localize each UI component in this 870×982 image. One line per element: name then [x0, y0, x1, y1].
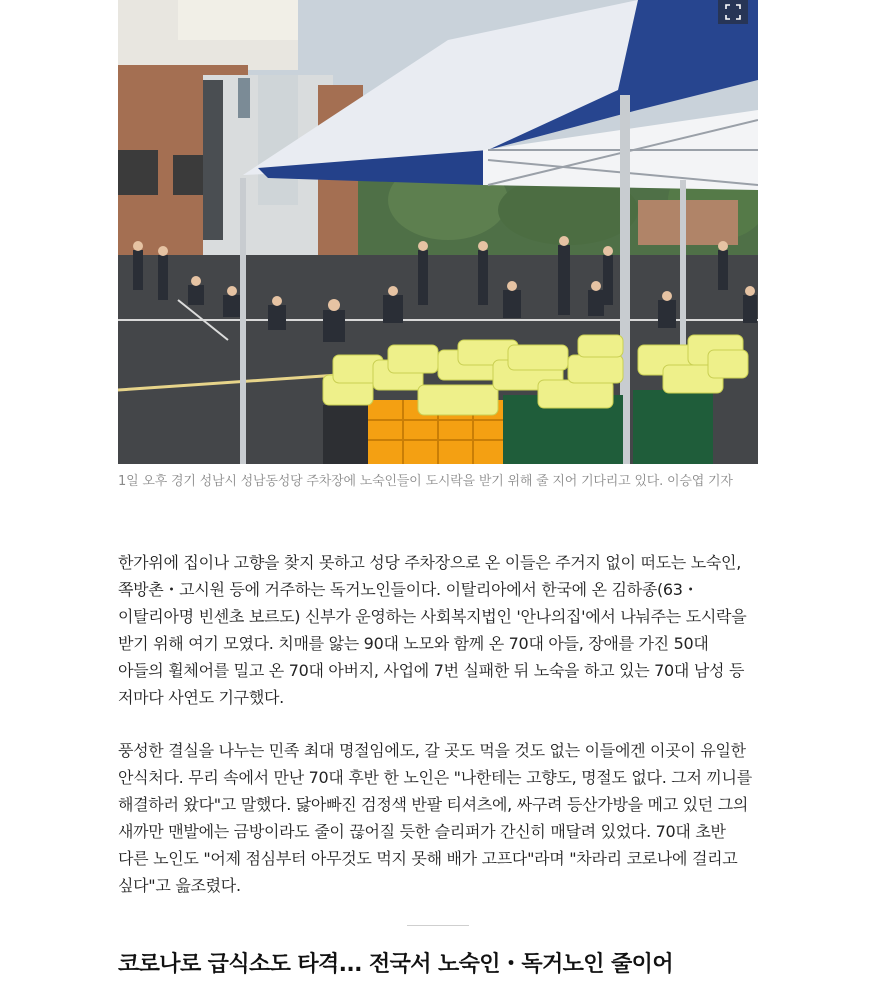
article-paragraph: 풍성한 결실을 나누는 민족 최대 명절임에도, 갈 곳도 먹을 것도 없는 이들에겐 이곳이 유일한 안식처다. 무리 속에서 만난 70대 후반 한 노인은 "나한테는 고향도, 명절도 없다. 그저 끼니를 해결하러 왔다"고 말했다. 닳아빠진 검정색 반팔 티셔츠에, 싸구려 등산가방을 메고 있던 그의 새까만 맨발에는 금방이라도 줄이 끊어질 듯한 슬리퍼가 간신히 매달려 있었다. 70대 초반 다른 노인도 "어제 점심부터 아무것도 먹지 못해 배가 고프다"라며 "차라리 코로나에 걸리고 싶다"고 읊조렸다. — [118, 741, 752, 895]
photo-illustration — [118, 0, 758, 464]
section-divider — [407, 925, 469, 926]
expand-icon — [725, 4, 741, 20]
article-paragraph: 한가위에 집이나 고향을 찾지 못하고 성당 주차장으로 온 이들은 주거지 없이 떠도는 노숙인, 쪽방촌・고시원 등에 거주하는 독거노인들이다. 이탈리아에서 한국에 온 김하종(63・이탈리아명 빈센초 보르도) 신부가 운영하는 사회복지법인 '안나의집'에서 나눠주는 도시락을 받기 위해 여기 모였다. 치매를 앓는 90대 노모와 함께 온 70대 아들, 장애를 가진 50대 아들의 휠체어를 밀고 온 70대 아버지, 사업에 7번 실패한 뒤 노숙을 하고 있는 70대 남성 등 저마다 사연도 기구했다. — [118, 553, 747, 707]
section-subheading: 코로나로 급식소도 타격... 전국서 노숙인・독거노인 줄이어 — [118, 952, 673, 977]
photo-expand-button[interactable] — [718, 0, 748, 24]
article-photo — [118, 0, 758, 464]
photo-caption: 1일 오후 경기 성남시 성남동성당 주차장에 노숙인들이 도시락을 받기 위해 줄 지어 기다리고 있다. 이승엽 기자 — [118, 474, 733, 489]
